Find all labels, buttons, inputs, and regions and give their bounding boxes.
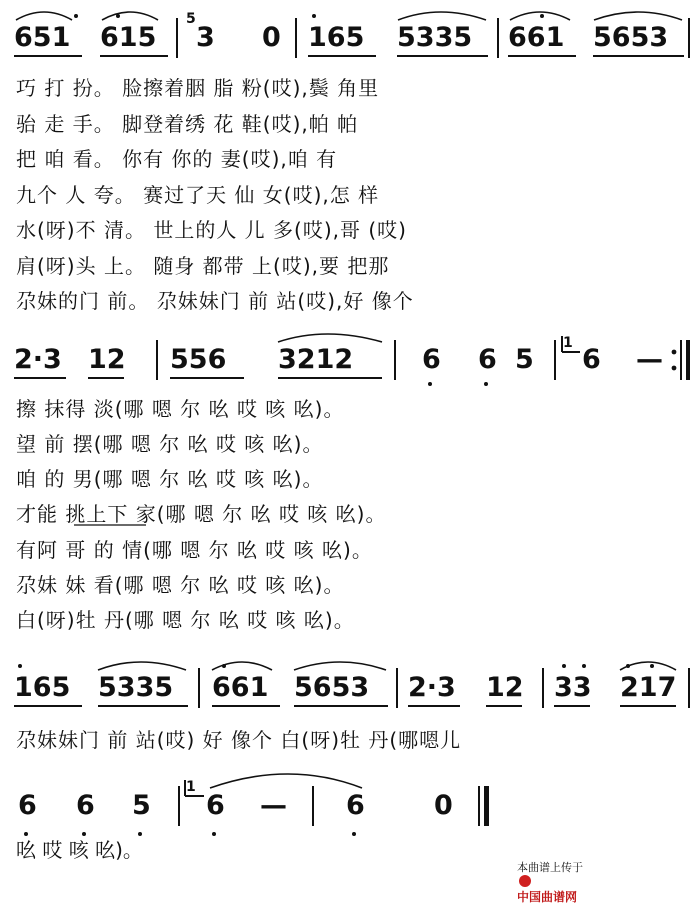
note-group: 5335 [397,22,473,53]
lyric-text: 吆 哎 咳 吆)。 [16,838,143,862]
lyric-line: 尕妹的门 前。 尕妹妹门 前 站(哎),好 像个 [16,289,414,313]
barline [178,786,180,826]
slur-mark [102,12,158,20]
note-group: 556 [170,344,227,375]
note-group: 12 [486,672,524,703]
barline [295,18,297,58]
note-group: 3212 [278,344,354,375]
barline [176,18,178,58]
barline [394,340,396,380]
note-group: 33 [554,672,592,703]
barline [688,18,690,58]
note: 6 [346,790,365,821]
rest: 0 [434,790,453,821]
volta-number: 1 [186,779,196,795]
barline [554,340,556,380]
rest: 0 [262,22,281,53]
note: 5 [515,344,534,375]
dash: — [636,344,663,375]
note-group: 5335 [98,672,174,703]
lyric-line: 有阿 哥 的 情(哪 嗯 尔 吆 哎 咳 吆)。 [16,538,373,562]
lyric-line: 骀 走 手。 脚登着绣 花 鞋(哎),帕 帕 [16,112,359,136]
note: 6 [582,344,601,375]
lyric-line: 肩(呀)头 上。 随身 都带 上(哎),要 把那 [16,254,390,278]
note-group: 661 [212,672,269,703]
note-group: 5653 [593,22,669,53]
note-group: 651 [14,22,71,53]
dash: — [260,790,287,821]
grace-note: 5 [186,11,196,27]
footer-brand[interactable]: 中国曲谱网 [517,890,578,904]
volta-number: 1 [563,335,573,351]
note: 5 [132,790,151,821]
barline [688,668,690,708]
note-group: 2·3 [408,672,456,703]
slur-mark [98,662,186,670]
barline [156,340,158,380]
barline [497,18,499,58]
barline [542,668,544,708]
slur-mark [16,12,72,20]
note-group: 12 [88,344,126,375]
slur-mark [398,12,486,20]
note-group: 3 [196,22,215,53]
final-bar-thin [478,786,480,826]
final-bar-thick [484,786,489,826]
lyric-line: 九个 人 夸。 赛过了天 仙 女(哎),怎 样 [16,183,380,207]
repeat-bar-thin [680,340,682,380]
repeat-bar-thick [686,340,690,380]
slur-mark [620,662,676,670]
lyric-line: 巧 打 扮。 脸擦着胭 脂 粉(哎),鬓 角里 [16,76,380,100]
lyric-line [16,840,143,860]
note: 6 [206,790,225,821]
slur-mark [278,334,382,342]
slur-mark [212,662,272,670]
note-group: 217 [620,672,677,703]
brand-logo-icon [519,875,531,887]
note-group: 615 [100,22,157,53]
lyric-line: 水(呀)不 清。 世上的人 儿 多(哎),哥 (哎) [16,218,407,242]
note-group: 5653 [294,672,370,703]
lyric-line: 把 咱 看。 你有 你的 妻(哎),咱 有 [16,147,338,171]
note: 6 [478,344,497,375]
slur-mark [510,12,570,20]
lyric-line: 尕妹妹门 前 站(哎) 好 像个 白(呀)牡 丹(哪嗯儿 [16,728,462,752]
lyric-line: 咱 的 男(哪 嗯 尔 吆 哎 咳 吆)。 [16,467,324,491]
lyric-line: 尕妹 妹 看(哪 嗯 尔 吆 哎 咳 吆)。 [16,573,345,597]
barline [312,786,314,826]
note-group: 165 [308,22,365,53]
note: 6 [18,790,37,821]
barline [396,668,398,708]
note-group: 2·3 [14,344,62,375]
note: 6 [76,790,95,821]
note-group: 661 [508,22,565,53]
footer-text: 本曲谱上传于 [517,861,583,874]
slur-mark [294,662,386,670]
lyric-line: 才能 挑上下 家(哪 嗯 尔 吆 哎 咳 吆)。 [16,502,387,526]
lyric-line: 望 前 摆(哪 嗯 尔 吆 哎 咳 吆)。 [16,432,324,456]
tie-mark [210,774,362,788]
lyric-line: 擦 抹得 淡(哪 嗯 尔 吆 哎 咳 吆)。 [16,397,345,421]
note-group: 165 [14,672,71,703]
lyric-line: 白(呀)牡 丹(哪 嗯 尔 吆 哎 咳 吆)。 [16,608,355,632]
slur-mark [594,12,682,20]
note: 6 [422,344,441,375]
barline [198,668,200,708]
footer-credit [510,846,583,905]
